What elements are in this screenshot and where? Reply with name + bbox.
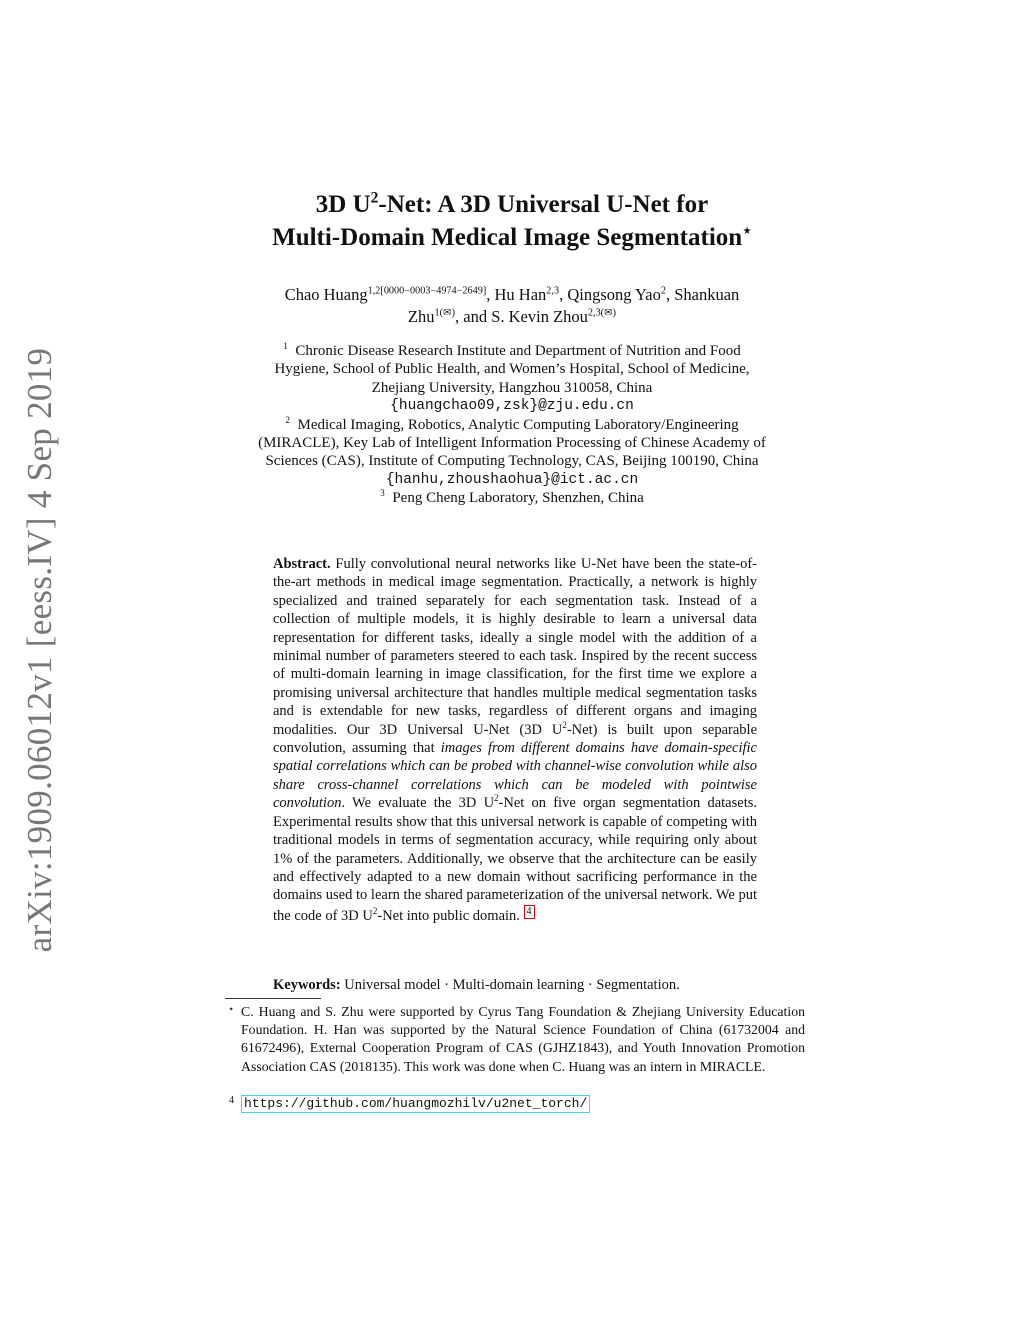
affiliation-number: 1: [283, 342, 288, 352]
author-name: Chao Huang: [284, 285, 368, 304]
github-link[interactable]: https://github.com/huangmozhilv/u2net_torch/: [241, 1095, 590, 1113]
arxiv-identifier-stamp: arXiv:1909.06012v1 [eess.IV] 4 Sep 2019: [20, 347, 59, 953]
footnote-star-mark: ⋆: [228, 1004, 235, 1015]
title-part: -Net: A 3D Universal U-Net for: [378, 191, 709, 218]
affiliation-text: Chronic Disease Research Institute and Department of Nutrition and Food: [295, 343, 741, 359]
title-line-2: [212, 221, 812, 254]
keywords: [273, 976, 757, 994]
keywords-label: Keywords:: [273, 977, 341, 993]
code-footnote: [229, 1094, 805, 1113]
abstract: [273, 555, 757, 925]
abstract-text: -Net into public domain.: [377, 907, 524, 924]
author-name: , and S. Kevin Zhou: [455, 307, 588, 326]
footnote-text: C. Huang and S. Zhu were supported by Cyrus Tang Foundation & Zhejiang University Education Foundation. H. Han was supported by the Natural Science Foundation of China (61732004 and 61672496), External Cooperation Program of CAS (GJHZ1843), and Youth Innovation Promotion Association CAS (2018135). This work was done when C. Huang was an intern in MIRACLE.: [241, 1004, 805, 1074]
title-superscript: 2: [370, 189, 379, 207]
affiliation-email: {huangchao09,zsk}@zju.edu.cn: [390, 398, 634, 415]
author-name: Zhu: [407, 307, 435, 326]
author-affiliation-mark: 1,2[0000−0003−4974−2649]: [367, 285, 487, 297]
abstract-text: -Net on five organ segmentation datasets. Experimental results show that this universal network is capable of competing with traditional models in terms of segmentation accuracy, while requiring only about 1% of the parameters. Additionally, we observe that the architecture can be easily and effectively adapted to a new domain without sacrificing performance in the domains used to learn the shared parameterization of the universal network. We put the code of 3D U: [273, 795, 757, 924]
abstract-superscript: 2: [494, 793, 499, 804]
affiliation-number: 3: [380, 489, 385, 500]
author-affiliation-mark: 2,3: [546, 285, 560, 297]
abstract-label: Abstract.: [273, 556, 331, 572]
affiliation-number: 2: [285, 415, 290, 426]
title-part: Multi-Domain Medical Image Segmentation: [272, 224, 743, 251]
keywords-text: Universal model · Multi-domain learning · Segmentation.: [340, 977, 680, 993]
affiliation-text: Sciences (CAS), Institute of Computing Technology, CAS, Beijing 100190, China: [265, 453, 759, 470]
title-footnote-star: ⋆: [742, 222, 752, 240]
title-line-1: [212, 188, 812, 221]
author-name: , Shankuan: [665, 285, 740, 304]
author-affiliation-mark: 2: [660, 285, 666, 297]
footnote-number-mark: 4: [229, 1095, 234, 1106]
abstract-text: . We evaluate the 3D U: [341, 795, 495, 812]
abstract-superscript: 2: [562, 719, 567, 730]
affiliation-text: Hygiene, School of Public Health, and Women’s Hospital, School of Medicine,: [274, 361, 750, 378]
author-list: [212, 284, 812, 328]
author-name: , Qingsong Yao: [559, 285, 661, 304]
abstract-superscript: 2: [372, 905, 378, 916]
author-affiliation-mark: 2,3(✉): [587, 307, 617, 319]
funding-footnote: [228, 1003, 805, 1076]
affiliations: [212, 342, 812, 508]
abstract-text: -Net) is built upon separable convolution, assuming that: [273, 721, 758, 757]
footnote-reference-link[interactable]: 4: [524, 905, 535, 919]
author-name: , Hu Han: [486, 285, 547, 304]
title-part: 3D U: [315, 191, 371, 218]
affiliation-email: {hanhu,zhoushaohua}@ict.ac.cn: [385, 471, 639, 488]
abstract-text: Fully convolutional neural networks like U-Net have been the state-of-the-art methods in medical image segmentation. Practically, a network is highly specialized and trained separately for each segmentation task. Instead of a collection of multiple models, it is highly desirable to learn a universal data representation for different tasks, ideally a single model with the addition of a minimal number of parameters steered to each task. Inspired by the recent success of multi-domain learning in image classification, for the first time we explore a promising universal architecture that handles multiple medical segmentation tasks and is extendable for new tasks, regardless of different organs and imaging modalities. Our 3D Universal U-Net (3D U: [273, 556, 757, 738]
affiliation-text: Zhejiang University, Hangzhou 310058, China: [371, 379, 653, 396]
footnote-divider: [225, 998, 321, 999]
author-affiliation-mark: 1(✉): [434, 307, 455, 319]
affiliation-text: (MIRACLE), Key Lab of Intelligent Information Processing of Chinese Academy of: [258, 435, 766, 452]
paper-title: [212, 188, 812, 254]
affiliation-text: Medical Imaging, Robotics, Analytic Computing Laboratory/Engineering: [297, 416, 739, 433]
affiliation-text: Peng Cheng Laboratory, Shenzhen, China: [392, 490, 644, 507]
abstract-italic-text: images from different domains have domain-specific spatial correlations which can be probed with channel-wise convolution while also share cross-channel correlations which can be modeled with pointwise convolution: [273, 740, 757, 812]
